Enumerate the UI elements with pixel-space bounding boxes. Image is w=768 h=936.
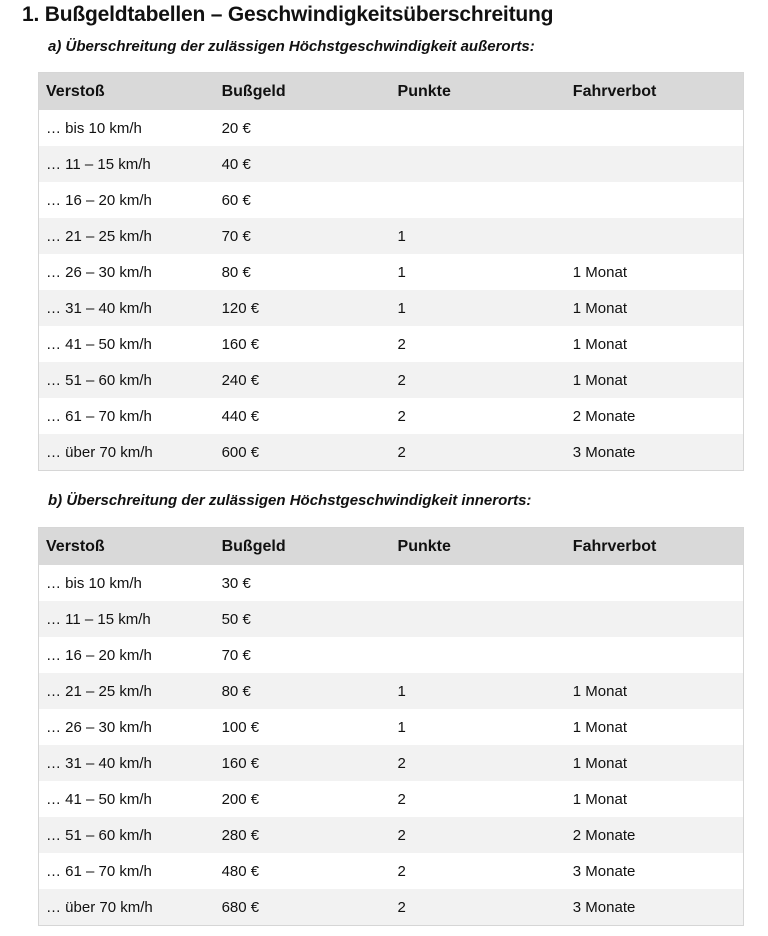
bussgeld-cell: 50 € [221, 610, 251, 628]
table-row [39, 434, 744, 471]
fine-table-ausserorts [38, 72, 744, 471]
bussgeld-cell: 440 € [221, 407, 260, 425]
bussgeld-cell: 200 € [221, 790, 260, 808]
bussgeld-cell: 80 € [221, 682, 251, 700]
column-header-fahrverbot: Fahrverbot [566, 73, 744, 111]
fahrverbot-cell [566, 218, 744, 254]
section-heading-innerorts: b) Überschreitung der zulässigen Höchstgeschwindigkeit innerorts: [48, 492, 532, 509]
table-row [39, 781, 744, 817]
verstoss-cell: … 61 – 70 km/h [46, 407, 152, 425]
table-row [39, 290, 744, 326]
punkte-cell: 2 [397, 898, 406, 916]
fahrverbot-cell [566, 182, 744, 218]
table-row [39, 398, 744, 434]
verstoss-cell: … 11 – 15 km/h [46, 610, 151, 628]
punkte-cell [391, 637, 566, 673]
bussgeld-cell: 30 € [221, 574, 251, 592]
punkte-cell [391, 601, 566, 637]
verstoss-cell: … 21 – 25 km/h [46, 227, 152, 245]
table-row [39, 889, 744, 926]
fahrverbot-cell: 2 Monate [572, 826, 636, 844]
punkte-cell: 2 [397, 335, 406, 353]
column-header-bussgeld: Bußgeld [215, 528, 391, 566]
table-row [39, 254, 744, 290]
fahrverbot-cell: 3 Monate [572, 862, 636, 880]
fahrverbot-cell: 1 Monat [572, 718, 627, 736]
bussgeld-cell: 60 € [221, 191, 251, 209]
verstoss-cell: … 31 – 40 km/h [46, 299, 152, 317]
punkte-cell: 2 [397, 371, 406, 389]
fahrverbot-cell [566, 565, 744, 601]
bussgeld-cell: 160 € [221, 335, 260, 353]
fine-table-innerorts [38, 527, 744, 926]
fahrverbot-cell [566, 601, 744, 637]
verstoss-cell: … bis 10 km/h [46, 574, 142, 592]
punkte-cell: 2 [397, 826, 406, 844]
table-row [39, 362, 744, 398]
bussgeld-cell: 600 € [221, 443, 260, 461]
verstoss-cell: … 41 – 50 km/h [46, 335, 152, 353]
punkte-cell: 1 [397, 682, 406, 700]
column-header-punkte: Punkte [391, 73, 566, 111]
verstoss-cell: … 31 – 40 km/h [46, 754, 152, 772]
verstoss-cell: … über 70 km/h [46, 898, 153, 916]
punkte-cell: 2 [397, 443, 406, 461]
fahrverbot-cell [566, 110, 744, 146]
section-heading-ausserorts: a) Überschreitung der zulässigen Höchstgeschwindigkeit außerorts: [48, 38, 535, 55]
fahrverbot-cell [566, 637, 744, 673]
verstoss-cell: … 51 – 60 km/h [46, 371, 152, 389]
column-header-punkte: Punkte [391, 528, 566, 566]
column-header-verstoss: Verstoß [39, 73, 215, 111]
punkte-cell [391, 182, 566, 218]
verstoss-cell: … 11 – 15 km/h [46, 155, 151, 173]
fahrverbot-cell: 1 Monat [572, 299, 627, 317]
table-row [39, 853, 744, 889]
bussgeld-cell: 70 € [221, 227, 251, 245]
table-header-row [39, 528, 744, 566]
column-header-verstoss: Verstoß [39, 528, 215, 566]
fahrverbot-cell: 1 Monat [572, 682, 627, 700]
fahrverbot-cell: 3 Monate [572, 443, 636, 461]
table-row [39, 817, 744, 853]
table-row [39, 637, 744, 673]
table-row [39, 565, 744, 601]
punkte-cell: 1 [397, 263, 406, 281]
bussgeld-cell: 160 € [221, 754, 260, 772]
fahrverbot-cell: 1 Monat [572, 263, 627, 281]
verstoss-cell: … bis 10 km/h [46, 119, 142, 137]
table-row [39, 182, 744, 218]
table-row [39, 218, 744, 254]
verstoss-cell: … über 70 km/h [46, 443, 153, 461]
verstoss-cell: … 51 – 60 km/h [46, 826, 152, 844]
bussgeld-cell: 70 € [221, 646, 251, 664]
table-row [39, 326, 744, 362]
verstoss-cell: … 21 – 25 km/h [46, 682, 152, 700]
verstoss-cell: … 16 – 20 km/h [46, 191, 152, 209]
punkte-cell [391, 110, 566, 146]
table-row [39, 745, 744, 781]
fahrverbot-cell: 1 Monat [572, 335, 627, 353]
bussgeld-cell: 680 € [221, 898, 260, 916]
verstoss-cell: … 16 – 20 km/h [46, 646, 152, 664]
punkte-cell [391, 146, 566, 182]
bussgeld-cell: 40 € [221, 155, 251, 173]
fahrverbot-cell: 1 Monat [572, 754, 627, 772]
punkte-cell: 1 [397, 227, 406, 245]
fahrverbot-cell [566, 146, 744, 182]
verstoss-cell: … 61 – 70 km/h [46, 862, 152, 880]
bussgeld-cell: 280 € [221, 826, 260, 844]
punkte-cell: 2 [397, 790, 406, 808]
fahrverbot-cell: 2 Monate [572, 407, 636, 425]
punkte-cell: 2 [397, 407, 406, 425]
table-row [39, 110, 744, 146]
table-row [39, 146, 744, 182]
punkte-cell: 2 [397, 754, 406, 772]
fahrverbot-cell: 3 Monate [572, 898, 636, 916]
verstoss-cell: … 26 – 30 km/h [46, 263, 152, 281]
bussgeld-cell: 20 € [221, 119, 251, 137]
bussgeld-cell: 240 € [221, 371, 260, 389]
table-row [39, 601, 744, 637]
table-row [39, 709, 744, 745]
bussgeld-cell: 80 € [221, 263, 251, 281]
punkte-cell: 2 [397, 862, 406, 880]
punkte-cell [391, 565, 566, 601]
punkte-cell: 1 [397, 299, 406, 317]
page-title: 1. Bußgeldtabellen – Geschwindigkeitsüberschreitung [22, 3, 554, 26]
column-header-fahrverbot: Fahrverbot [566, 528, 744, 566]
bussgeld-cell: 120 € [221, 299, 260, 317]
bussgeld-cell: 480 € [221, 862, 260, 880]
verstoss-cell: … 41 – 50 km/h [46, 790, 152, 808]
punkte-cell: 1 [397, 718, 406, 736]
table-row [39, 673, 744, 709]
bussgeld-cell: 100 € [221, 718, 260, 736]
fahrverbot-cell: 1 Monat [572, 371, 627, 389]
verstoss-cell: … 26 – 30 km/h [46, 718, 152, 736]
fahrverbot-cell: 1 Monat [572, 790, 627, 808]
column-header-bussgeld: Bußgeld [215, 73, 391, 111]
table-header-row [39, 73, 744, 111]
